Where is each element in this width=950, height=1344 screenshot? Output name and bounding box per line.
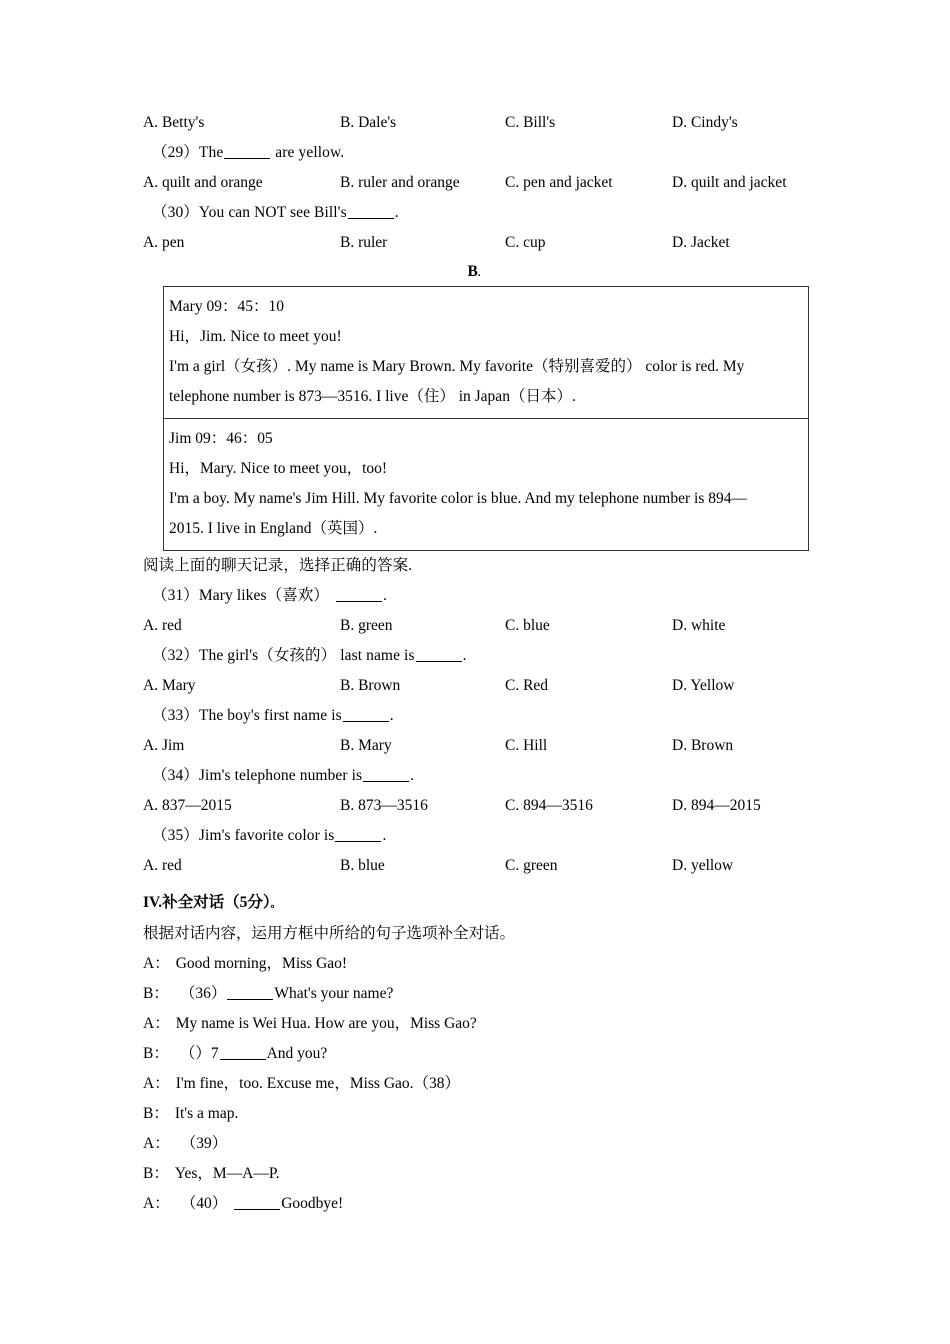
question-31-text-before: Mary likes（喜欢） [198, 587, 330, 604]
question-30-stem [143, 198, 823, 228]
question-35-text-before: Jim's favorite color is [198, 827, 335, 844]
option-c[interactable]: C. Red [505, 677, 549, 694]
dialogue-speaker: A： [143, 1075, 170, 1092]
question-34-text-before: Jim's telephone number is [198, 767, 363, 784]
dialogue-text: Goodbye! [281, 1195, 344, 1212]
option-b[interactable]: B. ruler and orange [340, 174, 460, 191]
dialogue-text: Yes，M—A—P. [174, 1165, 280, 1182]
dialogue-line-6 [143, 1099, 823, 1129]
options-row-q34 [143, 791, 823, 821]
dialogue-text: Good morning，Miss Gao! [175, 955, 348, 972]
option-a[interactable]: A. red [143, 857, 182, 874]
option-c[interactable]: C. Bill's [505, 114, 556, 131]
answer-blank[interactable] [363, 781, 409, 782]
options-row-q31 [143, 611, 823, 641]
chat-line: Hi，Mary. Nice to meet you，too! [169, 460, 388, 477]
dialogue-line-1 [143, 949, 823, 979]
dialogue-line-2 [143, 979, 823, 1009]
dialogue-text: It's a map. [174, 1105, 239, 1122]
options-row-q35 [143, 851, 823, 881]
dialogue-line-8 [143, 1159, 823, 1189]
question-35-text-after: . [382, 827, 387, 844]
dialogue-speaker: B： [143, 1165, 169, 1182]
question-32-text-after: . [462, 647, 467, 664]
option-c[interactable]: C. 894—3516 [505, 797, 593, 814]
dialogue-blank-number: （）7 [179, 1045, 219, 1062]
option-c[interactable]: C. cup [505, 234, 546, 251]
option-b[interactable]: B. Brown [340, 677, 401, 694]
dialogue-line-4 [143, 1039, 823, 1069]
option-a[interactable]: A. 837—2015 [143, 797, 232, 814]
chat-line: telephone number is 873—3516. I live（住） in Japan（日本）. [169, 388, 576, 405]
chat-message-jim [164, 418, 808, 550]
dialogue-line-5 [143, 1069, 823, 1099]
option-d[interactable]: D. 894—2015 [672, 797, 761, 814]
answer-blank[interactable] [416, 661, 462, 662]
question-31-number: （31） [152, 587, 199, 604]
dialogue-speaker: B： [143, 1045, 169, 1062]
dialogue-blank-number: （39） [180, 1135, 228, 1152]
question-30-number: （30） [152, 204, 199, 221]
chat-line: Hi，Jim. Nice to meet you! [169, 328, 342, 345]
dialogue-speaker: A： [143, 1015, 170, 1032]
question-34-stem [143, 761, 823, 791]
option-b[interactable]: B. blue [340, 857, 385, 874]
option-c[interactable]: C. green [505, 857, 558, 874]
question-31-text-after: . [383, 587, 388, 604]
option-c[interactable]: C. blue [505, 617, 550, 634]
question-33-stem [143, 701, 823, 731]
question-32-stem [143, 641, 823, 671]
dialogue-text: My name is Wei Hua. How are you，Miss Gao? [175, 1015, 477, 1032]
question-32-number: （32） [152, 647, 199, 664]
question-34-number: （34） [152, 767, 199, 784]
option-b[interactable]: B. green [340, 617, 393, 634]
question-30-text-before: You can NOT see Bill's [198, 204, 347, 221]
part-b-marker [143, 258, 823, 286]
options-row-q30 [143, 228, 823, 258]
option-d[interactable]: D. Cindy's [672, 114, 738, 131]
document-content [143, 108, 823, 1219]
dialogue-line-3 [143, 1009, 823, 1039]
question-34-text-after: . [410, 767, 415, 784]
option-a[interactable]: A. quilt and orange [143, 174, 263, 191]
dialogue-text: I'm fine，too. Excuse me，Miss Gao.（38） [175, 1075, 461, 1092]
option-a[interactable]: A. Jim [143, 737, 185, 754]
chat-header-mary: Mary 09：45：10 [169, 298, 284, 315]
reading-instruction: 阅读上面的聊天记录，选择正确的答案. [143, 557, 413, 574]
option-d[interactable]: D. quilt and jacket [672, 174, 787, 191]
chat-line: I'm a girl（女孩）. My name is Mary Brown. My favorite（特别喜爱的） color is red. My [169, 358, 745, 375]
answer-blank[interactable] [336, 601, 382, 602]
dialogue-speaker: B： [143, 985, 169, 1002]
option-a[interactable]: A. pen [143, 234, 185, 251]
question-33-text-after: . [389, 707, 394, 724]
options-row-q28 [143, 108, 823, 138]
dialogue-text: What's your name? [274, 985, 394, 1002]
option-a[interactable]: A. red [143, 617, 182, 634]
option-d[interactable]: D. Jacket [672, 234, 730, 251]
option-a[interactable]: A. Betty's [143, 114, 205, 131]
question-35-stem [143, 821, 823, 851]
answer-blank[interactable] [224, 158, 270, 159]
dialogue-text: And you? [266, 1045, 328, 1062]
section-four-title: IV.补全对话（5分） [143, 894, 271, 911]
question-31-stem [143, 581, 823, 611]
dialogue-line-9 [143, 1189, 823, 1219]
chat-line: I'm a boy. My name's Jim Hill. My favorite color is blue. And my telephone number is 894— [169, 490, 747, 507]
section-four-heading-tail: 。 [270, 899, 281, 910]
dialogue-speaker: A： [143, 1135, 170, 1152]
dialogue-speaker: B： [143, 1105, 169, 1122]
section-four-instruction: 根据对话内容，运用方框中所给的句子选项补全对话。 [143, 925, 516, 942]
question-30-text-after: . [394, 204, 399, 221]
question-33-text-before: The boy's first name is [198, 707, 342, 724]
answer-blank[interactable] [348, 218, 394, 219]
part-b-period: . [477, 267, 481, 279]
option-d[interactable]: D. white [672, 617, 726, 634]
options-row-q32 [143, 671, 823, 701]
option-d[interactable]: D. Brown [672, 737, 734, 754]
option-a[interactable]: A. Mary [143, 677, 196, 694]
chat-header-jim: Jim 09：46：05 [169, 430, 273, 447]
chat-message-mary [164, 287, 808, 418]
answer-blank[interactable] [335, 841, 381, 842]
dialogue-blank-number: （40） [180, 1195, 228, 1212]
chat-line: 2015. I live in England（英国）. [169, 520, 378, 537]
option-c[interactable]: C. Hill [505, 737, 548, 754]
question-33-number: （33） [152, 707, 199, 724]
option-d[interactable]: D. Yellow [672, 677, 735, 694]
option-b[interactable]: B. 873—3516 [340, 797, 428, 814]
chat-record-box [163, 286, 809, 551]
dialogue-speaker: A： [143, 1195, 170, 1212]
options-row-q33 [143, 731, 823, 761]
dialogue-speaker: A： [143, 955, 170, 972]
section-four-heading [143, 887, 823, 919]
dialogue-line-7 [143, 1129, 823, 1159]
answer-blank[interactable] [220, 1059, 266, 1060]
dialogue-blank-number: （36） [179, 985, 227, 1002]
question-29-text-before: The [198, 144, 224, 161]
option-b[interactable]: B. ruler [340, 234, 388, 251]
question-32-text-before: The girl's（女孩的） last name is [198, 647, 415, 664]
option-d[interactable]: D. yellow [672, 857, 734, 874]
option-b[interactable]: B. Mary [340, 737, 392, 754]
answer-blank[interactable] [234, 1209, 280, 1210]
answer-blank[interactable] [343, 721, 389, 722]
question-29-text-after: are yellow. [275, 144, 345, 161]
question-29-number: （29） [152, 144, 199, 161]
question-29-stem [143, 138, 823, 168]
question-35-number: （35） [152, 827, 199, 844]
part-b-label: B [467, 263, 478, 280]
option-c[interactable]: C. pen and jacket [505, 174, 613, 191]
options-row-q29 [143, 168, 823, 198]
answer-blank[interactable] [227, 999, 273, 1000]
option-b[interactable]: B. Dale's [340, 114, 397, 131]
